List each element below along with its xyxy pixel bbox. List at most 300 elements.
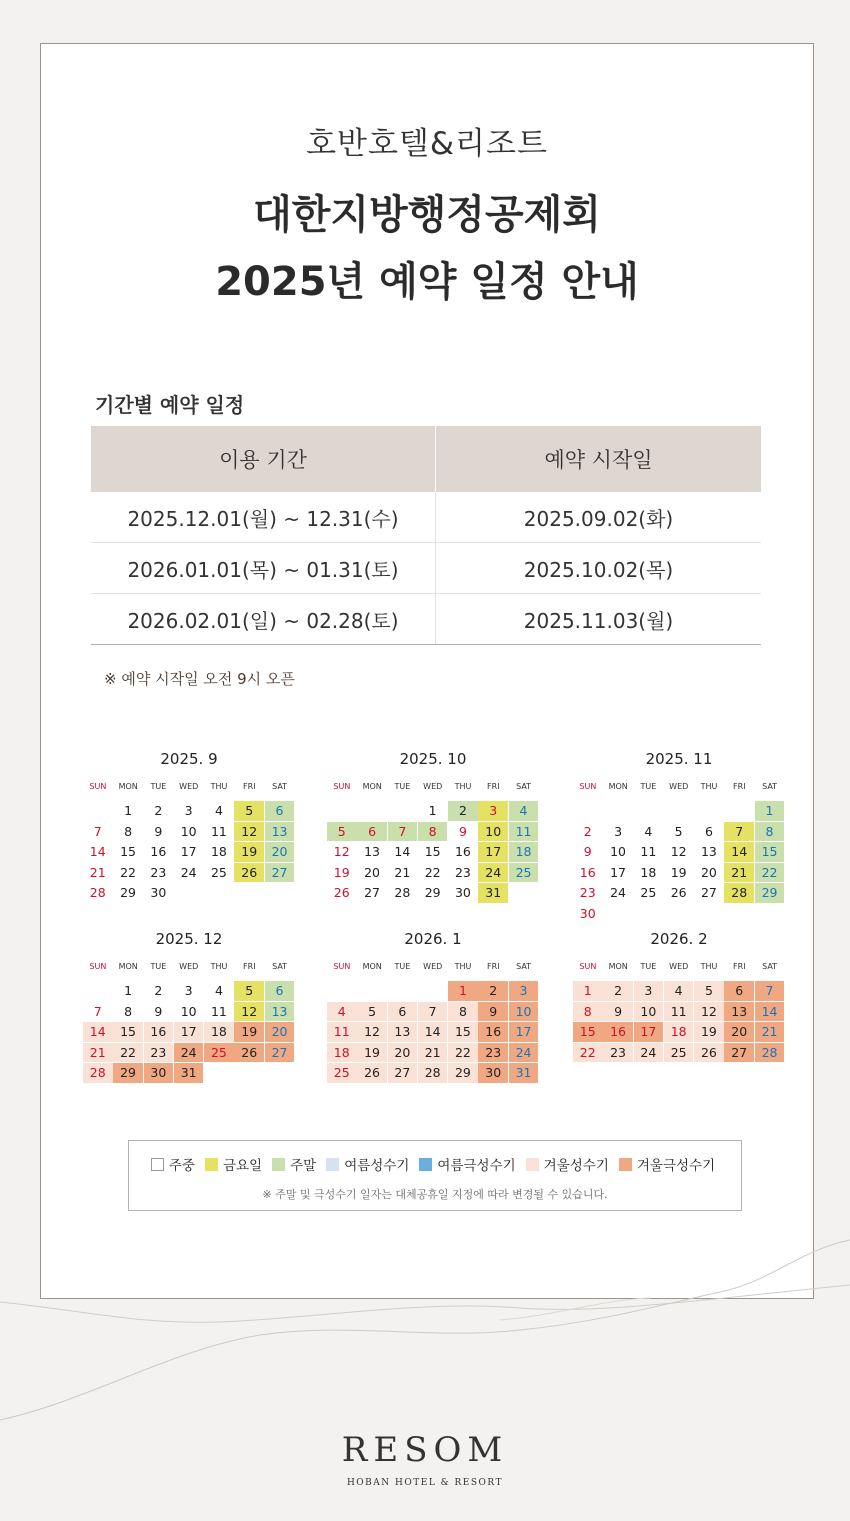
calendar-day: 26 [234,863,264,883]
calendar-day: 15 [448,1022,478,1042]
legend-swatch [526,1158,539,1171]
empty-cell [327,801,357,821]
legend-label: 주말 [290,1158,317,1174]
calendar-day: 23 [144,1043,174,1063]
calendar-day: 13 [388,1022,418,1042]
calendar-day: 5 [327,822,357,842]
calendar-day: 19 [234,1022,264,1042]
calendar-day: 17 [180,844,197,859]
weekday-label: FRI [733,962,746,971]
calendar-day: 31 [478,883,508,903]
table-row [91,492,761,543]
calendar-day: 2 [448,801,478,821]
calendar-day: 21 [83,1043,113,1063]
calendar-day: 26 [694,1043,724,1063]
calendar-day: 7 [93,1003,102,1019]
calendar-day: 19 [670,864,687,880]
calendar-day: 17 [509,1022,539,1042]
weekday-label: SAT [516,782,532,791]
calendar-day: 31 [174,1063,204,1083]
legend-item [205,1154,262,1174]
calendar-day: 22 [755,863,785,883]
calendar-day: 4 [214,803,223,818]
calendar-day: 19 [234,842,264,862]
calendar-day: 1 [124,983,133,998]
calendar-day: 22 [573,1043,603,1063]
empty-cell [573,801,603,821]
calendar-day: 16 [478,1022,508,1042]
calendar-day: 30 [478,1063,508,1083]
day-grid [83,981,295,1083]
weekday-label: MON [608,782,628,791]
weekday-label: SAT [762,962,778,971]
calendar-day: 2 [583,823,592,839]
col-header-period: 이용 기간 [91,426,436,492]
calendar-day: 23 [603,1043,633,1063]
legend-item [526,1154,609,1174]
calendar-day: 24 [634,1043,664,1063]
calendar-day: 3 [614,823,623,839]
calendar-day: 13 [364,844,380,859]
calendar-day: 18 [509,842,539,862]
calendar-day: 14 [418,1022,448,1042]
calendar-day: 30 [454,885,471,900]
calendar-day: 22 [120,864,136,880]
calendar-day: 7 [93,823,102,839]
calendar-day: 29 [113,1063,143,1083]
weekday-label: MON [362,782,382,791]
weekday-label: WED [179,782,199,791]
weekday-label: SUN [579,962,597,971]
empty-cell [357,801,387,821]
calendar-day: 1 [124,803,133,818]
calendar-day: 17 [610,864,626,880]
legend-item [419,1154,515,1174]
calendar-day: 9 [603,1002,633,1022]
weekday-label: SUN [89,962,107,971]
section-title: 기간별 예약 일정 [95,393,245,417]
weekday-label: THU [700,782,718,791]
weekday-label: TUE [150,782,167,791]
calendar-day: 2 [154,983,163,998]
weekday-label: MON [608,962,628,971]
calendar-day: 11 [640,844,657,859]
calendar-day: 25 [210,864,227,880]
calendar-2025-11 [573,750,785,923]
calendar-day: 10 [610,844,626,859]
calendar-day: 1 [448,981,478,1001]
day-grid [83,801,295,903]
weekday-label: THU [700,962,718,971]
calendar-day: 12 [234,1002,264,1022]
calendar-day: 14 [83,1022,113,1042]
calendar-day: 27 [364,885,380,900]
weekday-label: MON [118,782,138,791]
calendar-day: 16 [454,844,471,859]
calendar-day: 13 [700,844,717,859]
calendar-day: 15 [755,842,785,862]
legend-swatch [326,1158,339,1171]
calendar-day: 6 [357,822,387,842]
calendar-2026-02 [573,930,785,1062]
weekday-header [327,962,539,978]
calendar-day: 18 [210,844,227,859]
calendar-day: 24 [610,885,626,900]
calendar-2025-10 [327,750,539,903]
calendar-day: 29 [424,885,441,900]
calendar-day: 28 [89,885,106,900]
weekday-label: MON [362,962,382,971]
calendar-2026-01 [327,930,539,1083]
weekday-label: TUE [150,962,167,971]
calendar-day: 12 [670,844,687,859]
weekday-label: SAT [272,782,288,791]
weekday-label: SAT [272,962,288,971]
calendar-day: 22 [424,864,441,880]
weekday-label: FRI [487,782,500,791]
calendar-day: 7 [418,1002,448,1022]
calendar-day: 8 [448,1002,478,1022]
legend [128,1140,742,1211]
weekday-label: WED [669,962,689,971]
calendar-day: 7 [724,822,754,842]
calendar-day: 3 [184,803,193,818]
calendar-day: 4 [664,981,694,1001]
calendar-day: 16 [144,1022,174,1042]
calendar-day: 22 [113,1043,143,1063]
calendar-day: 10 [634,1002,664,1022]
calendar-title: 2026. 1 [404,930,462,948]
empty-cell [694,801,724,821]
period-cell: 2026.01.01(목) ~ 01.31(토) [91,543,436,594]
day-grid [327,801,539,903]
calendar-day: 11 [210,1003,227,1019]
calendar-day: 17 [478,842,508,862]
calendar-day: 15 [424,844,441,859]
calendar-day: 8 [573,1002,603,1022]
calendar-day: 8 [418,822,448,842]
calendar-day: 24 [174,1043,204,1063]
open-time-note: ※ 예약 시작일 오전 9시 오픈 [104,670,295,688]
empty-cell [664,801,694,821]
calendar-day: 21 [394,864,411,880]
calendar-day: 31 [509,1063,539,1083]
weekday-label: SUN [89,782,107,791]
legend-label: 겨울극성수기 [636,1158,716,1174]
calendar-day: 1 [755,801,785,821]
calendar-day: 20 [388,1043,418,1063]
calendar-day: 24 [478,863,508,883]
calendar-day: 28 [394,885,411,900]
calendar-day: 5 [674,823,683,839]
calendar-day: 14 [89,844,106,859]
calendar-day: 12 [234,822,264,842]
calendar-day: 19 [333,864,350,880]
mountain-wave-decoration [0,1230,850,1430]
calendar-day: 20 [724,1022,754,1042]
calendar-day: 20 [364,864,380,880]
calendar-day: 23 [150,864,167,880]
calendar-day: 29 [448,1063,478,1083]
empty-cell [724,801,754,821]
calendar-day: 1 [428,803,437,818]
table-row [91,543,761,594]
calendar-day: 8 [755,822,785,842]
calendar-day: 29 [755,883,785,903]
calendar-day: 7 [755,981,785,1001]
calendar-day: 29 [120,885,136,900]
calendar-day: 10 [180,1003,197,1019]
calendar-day: 11 [509,822,539,842]
calendar-day: 6 [265,801,295,821]
empty-cell [388,801,418,821]
weekday-label: WED [669,782,689,791]
calendar-day: 18 [204,1022,234,1042]
calendar-day: 9 [478,1002,508,1022]
calendar-day: 26 [357,1063,387,1083]
calendar-day: 18 [664,1022,694,1042]
legend-item [326,1154,409,1174]
calendar-day: 16 [150,844,167,859]
calendar-day: 28 [755,1043,785,1063]
empty-cell [327,981,357,1001]
calendar-day: 30 [150,885,167,900]
calendar-day: 4 [327,1002,357,1022]
calendar-day: 19 [357,1043,387,1063]
calendar-day: 10 [180,823,197,839]
hotel-name: 호반호텔&리조트 [306,126,548,162]
start-cell: 2025.10.02(목) [436,543,762,594]
legend-swatch [619,1158,632,1171]
calendar-day: 5 [694,981,724,1001]
col-header-start: 예약 시작일 [436,426,762,492]
weekday-label: TUE [394,962,411,971]
calendar-day: 6 [265,981,295,1001]
calendar-day: 5 [357,1002,387,1022]
legend-label: 겨울성수기 [543,1158,609,1174]
calendar-title: 2025. 11 [645,750,713,768]
calendar-day: 6 [724,981,754,1001]
weekday-label: FRI [243,962,256,971]
calendar-day: 17 [174,1022,204,1042]
empty-cell [83,801,113,821]
weekday-label: MON [118,962,138,971]
calendar-day: 16 [603,1022,633,1042]
legend-label: 금요일 [222,1158,263,1174]
calendar-day: 28 [83,1063,113,1083]
weekday-label: THU [210,962,228,971]
weekday-label: WED [179,962,199,971]
period-cell: 2026.02.01(일) ~ 02.28(토) [91,594,436,645]
page-title-line2: 2025년 예약 일정 안내 [215,259,639,305]
weekday-label: TUE [640,782,657,791]
calendar-day: 28 [724,883,754,903]
calendar-day: 14 [394,844,411,859]
weekday-label: THU [454,962,472,971]
legend-item [272,1154,316,1174]
legend-label: 주중 [168,1158,195,1174]
legend-items [129,1154,741,1174]
calendar-day: 25 [640,885,657,900]
weekday-header [573,962,785,978]
empty-cell [603,801,633,821]
calendar-day: 3 [184,983,193,998]
calendar-title: 2026. 2 [650,930,708,948]
weekday-label: SUN [579,782,597,791]
calendar-day: 18 [327,1043,357,1063]
calendar-day: 25 [509,863,539,883]
calendar-day: 4 [644,823,653,839]
legend-label: 여름극성수기 [437,1158,516,1174]
weekday-label: FRI [487,962,500,971]
calendar-day: 4 [509,801,539,821]
calendar-day: 9 [154,1003,163,1019]
weekday-label: SUN [333,782,351,791]
calendar-day: 21 [755,1022,785,1042]
calendar-day: 7 [388,822,418,842]
legend-item [619,1154,715,1174]
calendar-day: 12 [357,1022,387,1042]
calendar-day: 21 [418,1043,448,1063]
start-cell: 2025.09.02(화) [436,492,762,543]
calendar-day: 17 [634,1022,664,1042]
table-row [91,594,761,645]
calendar-day: 20 [265,1022,295,1042]
calendar-day: 14 [755,1002,785,1022]
empty-cell [418,981,448,1001]
calendar-day: 2 [478,981,508,1001]
weekday-label: SAT [516,962,532,971]
weekday-header [573,782,785,798]
calendar-day: 15 [113,1022,143,1042]
calendar-day: 18 [640,864,657,880]
weekday-header [83,782,295,798]
calendar-day: 16 [579,864,596,880]
calendar-day: 20 [700,864,717,880]
calendar-day: 26 [333,885,350,900]
legend-swatch [419,1158,432,1171]
legend-swatch [272,1158,285,1171]
calendar-day: 26 [670,885,687,900]
calendar-day: 23 [454,864,471,880]
empty-cell [634,801,664,821]
calendar-day: 11 [327,1022,357,1042]
calendar-day: 15 [120,844,136,859]
legend-swatch [151,1158,164,1171]
calendar-day: 25 [664,1043,694,1063]
calendar-day: 2 [603,981,633,1001]
day-grid [327,981,539,1083]
calendar-day: 23 [579,885,596,900]
weekday-label: SAT [762,782,778,791]
day-grid [573,801,785,923]
calendar-day: 30 [144,1063,174,1083]
start-cell: 2025.11.03(월) [436,594,762,645]
calendar-day: 14 [724,842,754,862]
calendar-day: 25 [327,1063,357,1083]
weekday-label: WED [423,962,443,971]
empty-cell [357,981,387,1001]
calendar-day: 13 [724,1002,754,1022]
legend-label: 여름성수기 [344,1158,410,1174]
calendar-day: 11 [664,1002,694,1022]
calendar-day: 8 [124,1003,133,1019]
weekday-label: TUE [640,962,657,971]
day-grid [573,981,785,1062]
calendar-day: 27 [700,885,717,900]
calendar-2025-09 [83,750,295,903]
calendar-day: 4 [214,983,223,998]
legend-item [151,1154,195,1174]
calendar-day: 3 [509,981,539,1001]
weekday-label: WED [423,782,443,791]
calendar-day: 27 [265,1043,295,1063]
calendar-day: 27 [265,863,295,883]
calendar-day: 9 [583,844,592,859]
weekday-label: FRI [243,782,256,791]
weekday-label: THU [454,782,472,791]
calendar-day: 19 [694,1022,724,1042]
calendar-day: 12 [694,1002,724,1022]
calendar-day: 21 [724,863,754,883]
weekday-label: THU [210,782,228,791]
calendar-day: 11 [210,823,227,839]
page-title-line1: 대한지방행정공제회 [253,192,601,238]
brand-logo: RESOM [341,1430,509,1470]
period-cell: 2025.12.01(월) ~ 12.31(수) [91,492,436,543]
calendar-day: 27 [724,1043,754,1063]
empty-cell [388,981,418,1001]
calendar-day: 5 [234,981,264,1001]
calendar-day: 6 [704,823,713,839]
calendar-day: 5 [234,801,264,821]
calendar-day: 2 [154,803,163,818]
calendar-day: 6 [388,1002,418,1022]
calendar-title: 2025. 10 [399,750,467,768]
calendar-title: 2025. 9 [160,750,218,768]
calendar-day: 13 [265,1002,295,1022]
calendar-day: 10 [509,1002,539,1022]
calendar-day: 15 [573,1022,603,1042]
calendar-day: 10 [478,822,508,842]
legend-swatch [205,1158,218,1171]
calendar-day: 21 [89,864,106,880]
calendar-day: 3 [478,801,508,821]
calendar-day: 27 [388,1063,418,1083]
calendar-day: 9 [458,823,467,839]
calendar-day: 13 [265,822,295,842]
weekday-header [327,782,539,798]
weekday-label: FRI [733,782,746,791]
brand-subtitle: HOBAN HOTEL & RESORT [346,1478,504,1488]
calendar-day: 20 [265,842,295,862]
calendar-day: 26 [234,1043,264,1063]
calendar-day: 23 [478,1043,508,1063]
empty-cell [83,981,113,1001]
calendar-day: 24 [509,1043,539,1063]
weekday-header [83,962,295,978]
calendar-day: 24 [180,864,197,880]
calendar-day: 3 [634,981,664,1001]
weekday-label: TUE [394,782,411,791]
calendar-day: 8 [124,823,133,839]
calendar-day: 28 [418,1063,448,1083]
weekday-label: SUN [333,962,351,971]
calendar-day: 25 [204,1043,234,1063]
calendar-2025-12 [83,930,295,1083]
calendar-day: 1 [573,981,603,1001]
calendar-day: 9 [154,823,163,839]
